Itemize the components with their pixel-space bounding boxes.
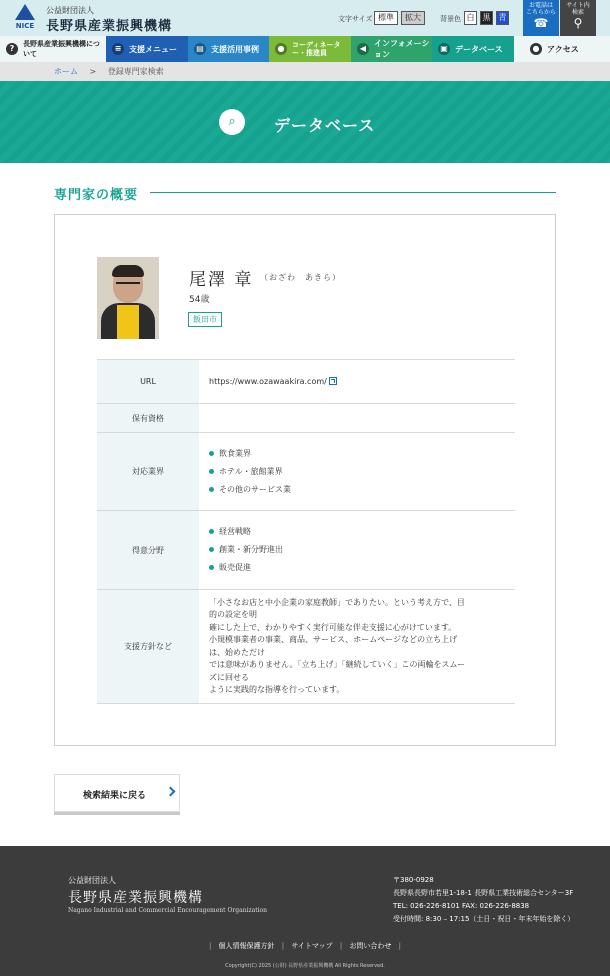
footer-org-type: 公益財団法人 xyxy=(68,876,116,885)
qualification-label: 保有資格 xyxy=(97,404,199,433)
site-search-label: サイト内 検索 xyxy=(566,2,590,16)
table-row xyxy=(97,404,515,433)
section-heading: 専門家の概要 xyxy=(54,188,139,203)
nav-database[interactable] xyxy=(432,36,514,62)
section-divider xyxy=(150,192,556,193)
footer-link-sitemap[interactable]: サイトマップ xyxy=(291,942,333,950)
expert-details-table xyxy=(97,359,515,704)
global-nav xyxy=(0,36,610,62)
external-link-icon xyxy=(329,377,337,385)
qualification-value xyxy=(199,404,515,433)
org-type: 公益財団法人 xyxy=(46,6,94,15)
industry-label: 対応業界 xyxy=(97,433,199,511)
page-title: データベース xyxy=(274,116,376,135)
expert-city-badge: 飯田市 xyxy=(188,312,222,327)
person-icon: ● xyxy=(275,43,287,55)
page-hero xyxy=(0,81,610,163)
font-size-large-button[interactable]: 拡大 xyxy=(401,11,425,25)
logo-text: NICE xyxy=(15,22,35,30)
map-pin-icon: ● xyxy=(530,43,542,55)
bg-black-button[interactable]: 黒 xyxy=(480,11,493,25)
list-item: 創業・新分野進出 xyxy=(209,541,505,559)
breadcrumb-home[interactable]: ホーム xyxy=(54,67,78,76)
phone-button[interactable] xyxy=(523,0,559,36)
bg-blue-button[interactable]: 青 xyxy=(496,11,509,25)
industry-list xyxy=(209,445,505,499)
footer-org-name-en: Nagano Industrial and Commercial Encouragement Organization xyxy=(68,907,267,914)
policy-label: 支援方針など xyxy=(97,590,199,704)
nav-information[interactable] xyxy=(351,36,432,62)
list-item: ホテル・旅館業界 xyxy=(209,463,505,481)
nav-coordinator-label: コーディネーター・推進員 xyxy=(292,41,341,57)
list-item: 飲食業界 xyxy=(209,445,505,463)
nav-about-label: 長野県産業振興機構について xyxy=(23,40,100,58)
font-size-standard-button[interactable]: 標準 xyxy=(374,11,398,25)
nav-shien-label: 支援メニュー xyxy=(129,44,177,54)
url-cell xyxy=(199,360,515,404)
breadcrumb xyxy=(0,62,610,81)
search-icon: ⚲ xyxy=(573,16,583,30)
question-icon: ? xyxy=(6,43,18,55)
footer-address-block xyxy=(393,874,574,926)
database-icon: ▣ xyxy=(438,43,450,55)
footer-hours: 受付時間: 8:30 – 17:15（土日・祝日・年末年始を除く） xyxy=(393,915,575,923)
phone-icon: ☎ xyxy=(533,16,549,30)
table-row xyxy=(97,511,515,590)
nav-katsuyo-label: 支援活用事例 xyxy=(211,44,259,54)
table-row xyxy=(97,433,515,511)
expert-name: 尾澤 章 xyxy=(189,270,254,290)
org-name[interactable]: 長野県産業振興機構 xyxy=(46,19,173,34)
site-search-button[interactable] xyxy=(560,0,596,36)
expert-url-link[interactable]: https://www.ozawaakira.com/ xyxy=(209,377,327,386)
breadcrumb-separator: > xyxy=(89,67,97,76)
nav-access-label: アクセス xyxy=(547,44,579,54)
back-to-results-button[interactable] xyxy=(54,774,180,812)
footer-links: | 個人情報保護方針 | サイトマップ | お問い合わせ | xyxy=(208,942,402,950)
phone-label: お電話は こちらから xyxy=(525,2,556,16)
megaphone-icon: ◀ xyxy=(357,43,369,55)
footer-tel-fax: TEL: 026-226-8101 FAX: 026-226-8838 xyxy=(393,902,530,910)
bg-white-button[interactable]: 白 xyxy=(464,11,477,25)
footer-org-name: 長野県産業振興機構 xyxy=(68,890,203,906)
breadcrumb-current: 登録専門家検索 xyxy=(107,67,164,76)
nav-coordinator[interactable] xyxy=(269,36,351,62)
list-item: 経営戦略 xyxy=(209,523,505,541)
nav-access[interactable] xyxy=(514,36,610,62)
menu-icon: ≡ xyxy=(112,43,124,55)
nav-katsuyo-jirei[interactable] xyxy=(188,36,269,62)
expert-kana: （おざわ あきら） xyxy=(260,273,341,282)
font-size-label: 文字サイズ xyxy=(338,15,373,23)
nav-about[interactable] xyxy=(0,36,106,62)
expert-age: 54歳 xyxy=(189,295,210,305)
database-search-icon: ⌕ xyxy=(219,109,245,135)
policy-cell xyxy=(199,590,515,704)
expert-card xyxy=(54,214,556,746)
table-row xyxy=(97,590,515,704)
list-item: 販売促進 xyxy=(209,559,505,577)
expert-photo xyxy=(97,257,159,339)
book-icon: ▤ xyxy=(194,43,206,55)
nav-database-label: データベース xyxy=(455,44,503,54)
site-header xyxy=(0,0,610,36)
specialty-label: 得意分野 xyxy=(97,511,199,590)
nav-shien-menu[interactable] xyxy=(106,36,188,62)
back-button-label: 検索結果に戻る xyxy=(83,791,147,801)
nav-information-label: インフォメーション xyxy=(374,39,430,59)
site-footer xyxy=(0,846,610,976)
list-item: その他のサービス業 xyxy=(209,481,505,499)
footer-link-privacy[interactable]: 個人情報保護方針 xyxy=(218,942,275,950)
industry-cell xyxy=(199,433,515,511)
footer-postal: 〒380-0928 xyxy=(393,876,434,884)
table-row xyxy=(97,360,515,404)
bg-color-label: 背景色 xyxy=(440,15,461,23)
footer-link-contact[interactable]: お問い合わせ xyxy=(349,942,392,950)
specialty-cell xyxy=(199,511,515,590)
nice-logo[interactable] xyxy=(12,4,38,32)
logo-mark-icon xyxy=(15,4,35,20)
policy-text: 「小さなお店と中小企業の家庭教師」でありたい。という考え方で、目 的の設定を明 確にした上で、わかりやすく実行可能な伴走支援に心がけています。 小規模事業者の事業、商品、サービス、ホームページなどの立ち上げ は、始めただけ では意味がありません。「立ち上げ」「継続していく」この両輪をスムー ズに回せる ように実践的な指導を行っています。 xyxy=(209,597,466,694)
footer-copyright: Copyright(C) 2025 (公財) 長野県産業振興機構 All Rights Reserved. xyxy=(225,963,385,969)
footer-address: 長野県長野市若里1-18-1 長野県工業技術総合センター3F xyxy=(393,889,574,897)
url-label: URL xyxy=(97,360,199,404)
chevron-right-icon xyxy=(166,787,176,797)
specialty-list xyxy=(209,523,505,577)
